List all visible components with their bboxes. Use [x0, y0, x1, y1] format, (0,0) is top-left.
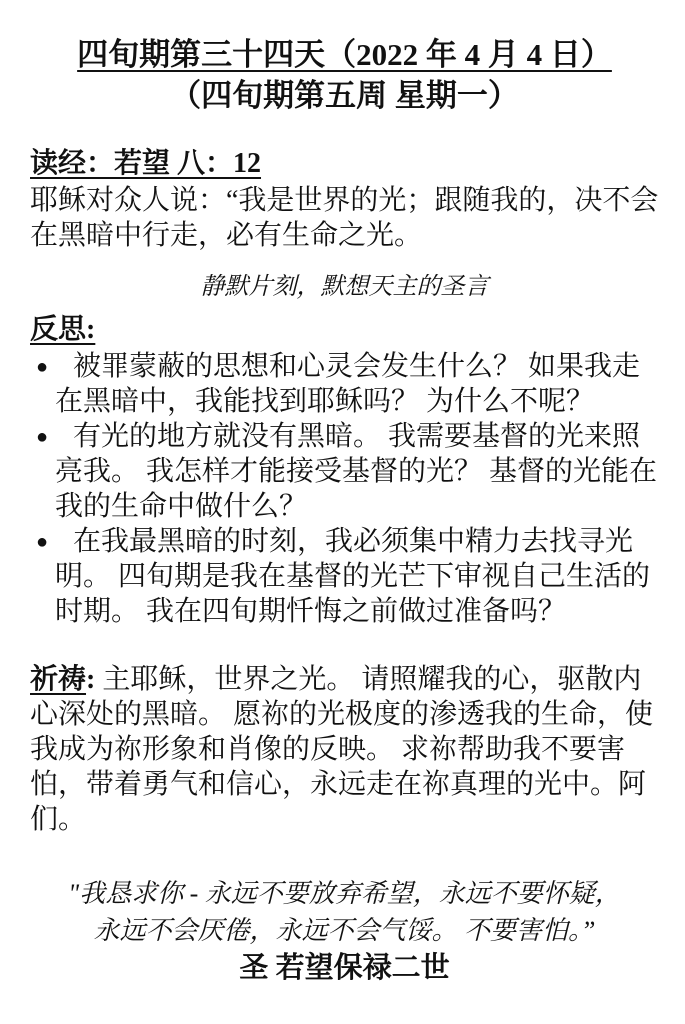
quote-line-2: 永远不会厌倦，永远不会气馁。 不要害怕。” [93, 916, 596, 945]
prayer-paragraph [30, 662, 659, 837]
page-subtitle: （四旬期第五周 星期一） [170, 78, 519, 113]
reading-text: 耶稣对众人说：“我是世界的光；跟随我的，决不会在黑暗中行走，必有生命之光。 [30, 185, 659, 251]
quote-attribution: 圣 若望保禄二世 [239, 952, 450, 984]
reading-heading-text: 读经：若望 八：12 [30, 148, 262, 179]
bullet-icon: ● [36, 356, 49, 378]
reading-heading [30, 146, 659, 181]
title-block [30, 34, 659, 116]
reflection-bullet-text: 被罪蒙蔽的思想和心灵会发生什么？ 如果我走在黑暗中，我能找到耶稣吗？ 为什么不呢？ [55, 351, 641, 417]
prayer-heading: 祈祷 [30, 664, 87, 695]
bullet-icon: ● [36, 426, 49, 448]
page-title-text: 四旬期第三十四天（2022 年 4 月 4 日） [77, 37, 612, 72]
prayer-text: 主耶稣，世界之光。 请照耀我的心，驱散内心深处的黑暗。 愿祢的光极度的渗透我的生命，使我成为祢形象和肖像的反映。 求祢帮助我不要害怕，带着勇气和信心，永远走在祢真理的光中。阿们。 [30, 664, 654, 835]
quote-line-1: "我恳求你 - 永远不要放弃希望，永远不要怀疑， [68, 879, 621, 908]
reflection-bullet-text: 在我最黑暗的时刻，我必须集中精力去找寻光明。 四旬期是我在基督的光芒下审视自己生活的时期。 我在四旬期忏悔之前做过准备吗？ [55, 526, 651, 627]
reflection-bullet-text: 有光的地方就没有黑暗。 我需要基督的光来照亮我。 我怎样才能接受基督的光？ 基督的光能在我的生命中做什么？ [55, 421, 658, 522]
prayer-heading-colon: : [86, 664, 103, 695]
reflection-bullet-item [30, 419, 659, 524]
meditation-note: 静默片刻，默想天主的圣言 [200, 274, 489, 300]
bullet-icon: ● [36, 531, 49, 553]
reflection-heading-text: 反思: [30, 314, 96, 345]
reflection-bullet-item [30, 524, 659, 629]
closing-quote [30, 875, 659, 949]
page-title [30, 34, 659, 75]
reflection-bullet-list [30, 349, 659, 629]
reflection-heading [30, 312, 659, 347]
reflection-bullet-item [30, 349, 659, 419]
